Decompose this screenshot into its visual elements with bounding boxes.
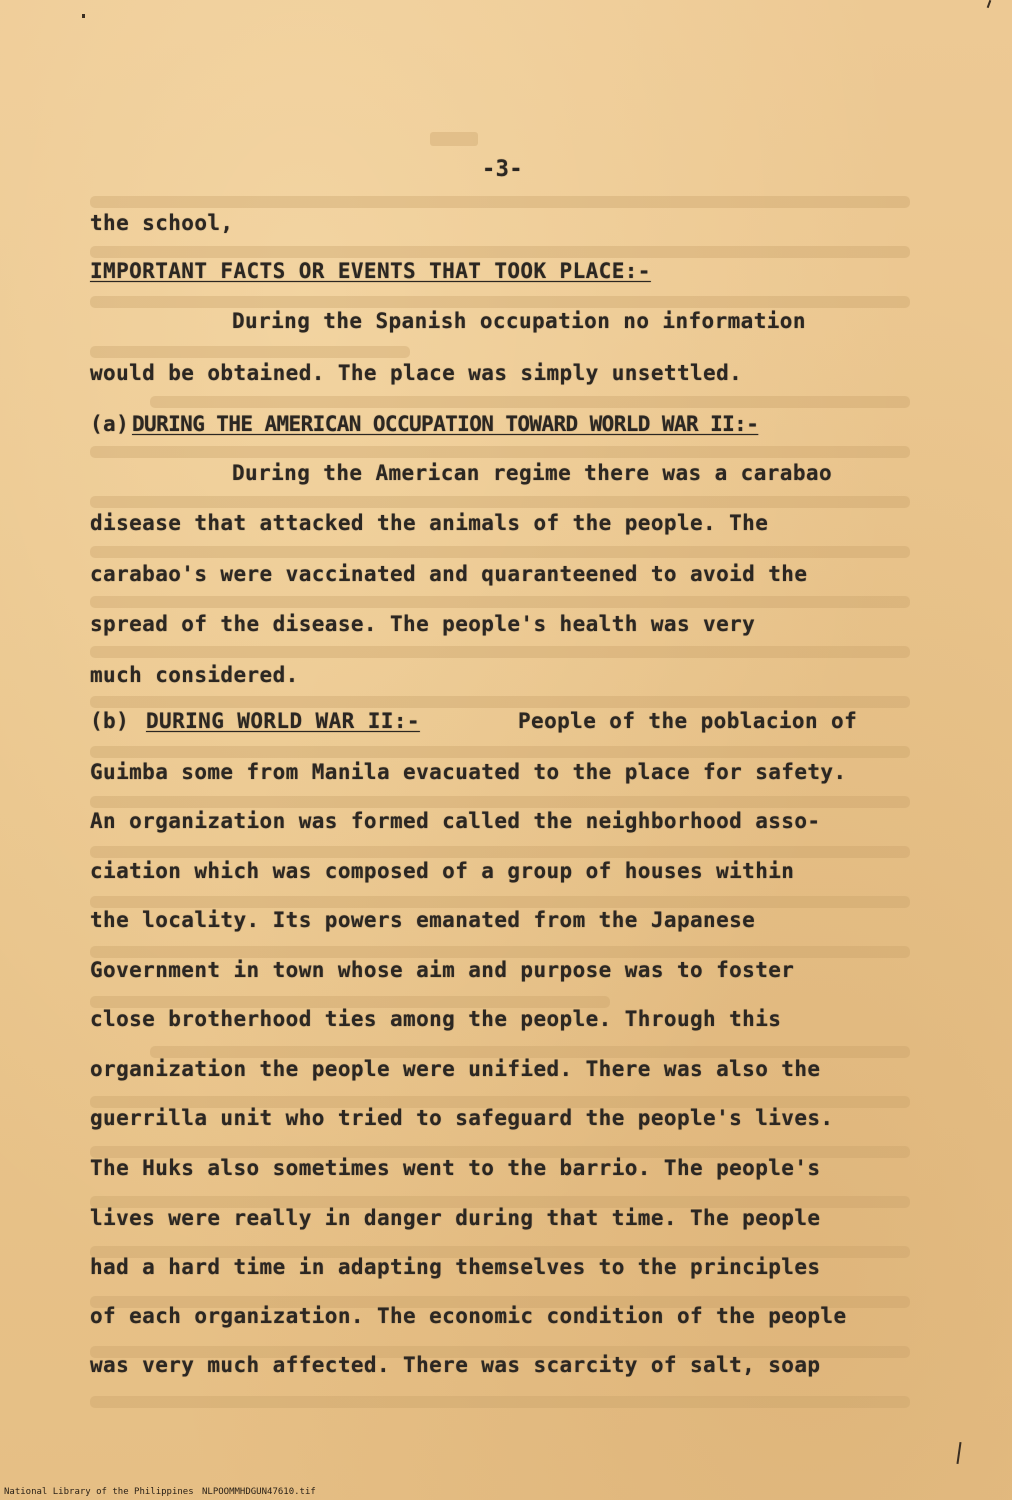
margin-speck [82,14,85,18]
text-line-22: lives were really in danger during that time. The people [90,1206,821,1230]
text-line-15: ciation which was composed of a group of houses within [90,859,795,883]
corner-mark [987,0,992,8]
text-line-18: close brotherhood ties among the people. Through this [90,1007,782,1031]
text-line-23: had a hard time in adapting themselves to the principles [90,1255,821,1279]
text-line-21: The Huks also sometimes went to the barrio. The people's [90,1156,821,1180]
text-line-7: disease that attacked the animals of the people. The [90,511,769,535]
text-line-12: People of the poblacion of [518,709,858,733]
subsection-b-heading: DURING WORLD WAR II:- [146,709,420,733]
text-line-9: spread of the disease. The people's health was very [90,612,756,636]
subsection-a-heading: DURING THE AMERICAN OCCUPATION TOWARD WORLD WAR II:- [132,412,759,436]
text-line-20: guerrilla unit who tried to safeguard the people's lives. [90,1106,834,1130]
margin-pen-mark [956,1442,961,1464]
text-line-3: During the Spanish occupation no information [232,309,806,333]
text-line-16: the locality. Its powers emanated from the Japanese [90,908,756,932]
text-line-14: An organization was formed called the neighborhood asso- [90,809,821,833]
footer-library-name: National Library of the Philippines [4,1487,194,1497]
text-line-8: carabao's were vaccinated and quaranteened to avoid the [90,562,808,586]
text-line-1: the school, [90,211,234,235]
page-number: -3- [482,157,523,182]
text-line-6: During the American regime there was a carabao [232,461,832,485]
section-heading-important-facts: IMPORTANT FACTS OR EVENTS THAT TOOK PLACE:- [90,259,651,283]
text-line-4: would be obtained. The place was simply unsettled. [90,361,743,385]
subsection-b-label: (b) [90,709,130,733]
text-line-10: much considered. [90,663,299,687]
subsection-a-label: (a) [90,412,130,436]
text-line-25: was very much affected. There was scarcity of salt, soap [90,1353,821,1377]
text-line-24: of each organization. The economic condition of the people [90,1304,847,1328]
text-line-17: Government in town whose aim and purpose was to foster [90,958,795,982]
text-line-19: organization the people were unified. There was also the [90,1057,821,1081]
footer-file-name: NLPOOMMHDGUN47610.tif [202,1487,316,1497]
text-line-13: Guimba some from Manila evacuated to the place for safety. [90,760,847,784]
